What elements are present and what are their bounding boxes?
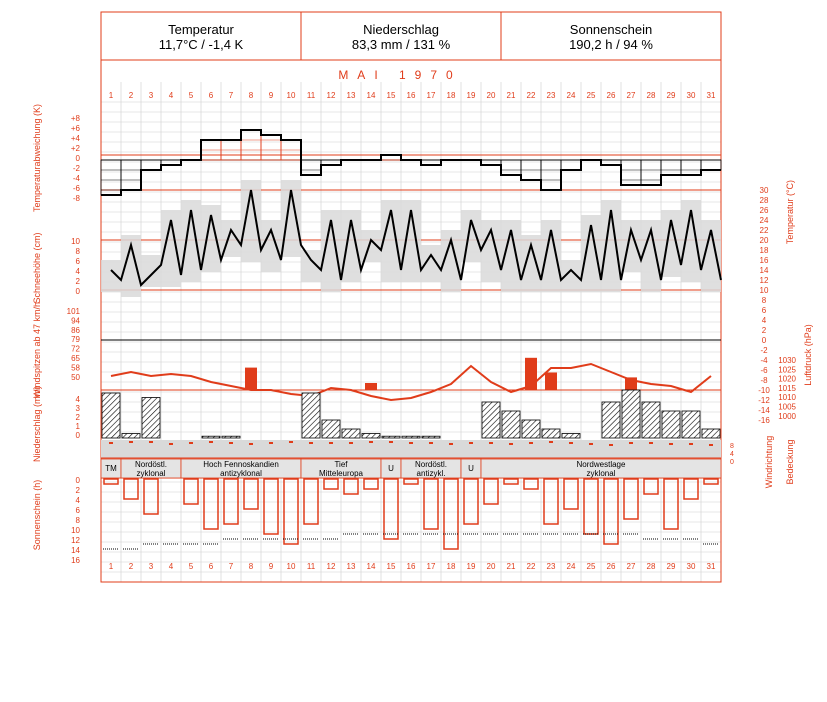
day-label-bottom: 7 [228,562,234,571]
temperature-tick: 14 [759,266,769,275]
day-label-top: 31 [706,91,716,100]
weather-type-label: Nordwestlage [576,460,626,469]
snow-tick: 10 [71,237,80,246]
temperature-label: Temperatur [168,22,234,37]
weather-type-label: Nordöstl. [414,460,448,469]
sunshine-bar [484,479,498,504]
snow-tick: 0 [75,287,80,296]
day-label-bottom: 20 [486,562,496,571]
sunshine-bar [524,479,538,489]
temperature-tick: -2 [760,346,768,355]
temperature-tick: 4 [761,316,767,325]
day-label-bottom: 9 [268,562,274,571]
day-label-bottom: 18 [446,562,456,571]
day-label-top: 4 [168,91,174,100]
day-label-top: 24 [566,91,576,100]
day-label-top: 2 [128,91,134,100]
precip-bar [682,411,700,438]
wind-tick: 101 [66,307,80,316]
day-label-bottom: 29 [666,562,676,571]
temp-dev-tick: +8 [70,114,80,123]
temp-dev-bar [641,160,661,185]
cloud-mark [349,442,353,444]
precip-bar [142,398,160,439]
sunshine-bar [104,479,118,484]
sun-tick: 12 [71,536,80,545]
day-label-bottom: 28 [646,562,656,571]
precip-bar [622,390,640,438]
temperature-tick: 30 [759,186,769,195]
temperature-tick: 26 [759,206,769,215]
day-label-bottom: 25 [586,562,596,571]
sunshine-bar [624,479,638,519]
snow-tick: 2 [75,277,80,286]
day-label-bottom: 27 [626,562,636,571]
cloud-mark [709,444,713,446]
temperature-tick: -8 [760,376,768,385]
precip-bar [202,436,220,438]
precip-bar [362,434,380,439]
day-label-top: 6 [208,91,214,100]
pressure-tick: 1030 [778,356,796,365]
day-label-bottom: 1 [108,562,114,571]
pressure-tick: 1015 [778,383,796,393]
day-label-top: 29 [666,91,676,100]
sunshine-bar [404,479,418,484]
temp-dev-bar [561,160,581,170]
temp-dev-bar [701,160,721,170]
day-label-top: 9 [268,91,274,100]
day-label-bottom: 30 [686,562,696,571]
cloud-mark [229,442,233,444]
precipitation-label: Niederschlag [363,22,439,37]
temperature-value: 11,7°C / -1,4 K [158,37,244,52]
temperature-tick: -6 [760,366,768,375]
sunshine-bar [664,479,678,529]
cloud-mark [369,441,373,443]
wind-tick: 94 [71,316,80,326]
day-label-top: 15 [386,91,396,100]
sunshine-bar [464,479,478,524]
temp-dev-tick: +2 [70,144,80,153]
day-label-top: 19 [466,91,476,100]
cloud-mark [549,441,553,443]
pressure-tick: 1000 [778,411,796,421]
precip-bar [642,402,660,438]
day-label-bottom: 31 [706,562,716,571]
day-label-top: 25 [586,91,596,100]
wind-gust-bar [525,358,537,390]
precip-tick: 1 [75,422,80,431]
day-label-top: 14 [366,91,376,100]
sun-tick: 8 [75,516,80,525]
wind-dir-axis-label: Windrichtung [764,435,774,489]
precip-bar [422,436,440,438]
temperature-tick: -4 [760,356,768,365]
day-label-top: 11 [306,91,316,100]
day-label-top: 17 [426,91,436,100]
precipitation-value: 83,3 mm / 131 % [351,37,451,52]
day-label-top: 21 [506,91,516,100]
snow-axis-label: Schneehöhe (cm) [32,232,42,304]
weather-type-sublabel: zyklonal [586,469,616,478]
day-label-top: 5 [188,91,194,100]
day-label-top: 20 [486,91,496,100]
temperature-tick: 20 [759,236,769,245]
sunshine-bar [424,479,438,529]
temp-dev-line [101,130,721,195]
precip-tick: 2 [75,413,80,422]
cloud-mark [269,442,273,444]
precip-bar [662,411,680,438]
sunshine-bar [304,479,318,524]
wind-tick: 50 [71,372,80,382]
precip-bar [562,434,580,439]
precip-bar [302,393,320,438]
precip-axis-label: Niederschlag (mm) [32,385,42,463]
cloud-mark [109,442,113,444]
precip-tick: 4 [75,395,80,404]
sunshine-bar [384,479,398,539]
pressure-tick: 1005 [778,402,796,412]
wind-tick: 58 [71,363,80,373]
day-label-top: 7 [228,91,234,100]
day-label-bottom: 12 [326,562,336,571]
pressure-tick: 1010 [778,393,796,403]
day-label-bottom: 13 [346,562,356,571]
day-label-bottom: 8 [248,562,254,571]
sunshine-bar [704,479,718,484]
day-label-top: 1 [108,91,114,100]
cloud-mark [129,441,133,443]
temp-dev-tick: -8 [72,194,80,203]
sunshine-bar [364,479,378,489]
sun-tick: 16 [71,556,80,565]
sunshine-bar [504,479,518,484]
cloud-tick: 4 [730,451,734,458]
day-label-bottom: 21 [506,562,516,571]
day-label-bottom: 22 [526,562,536,571]
temp-dev-tick: +6 [70,124,80,133]
cloud-tick: 0 [730,459,734,466]
day-label-top: 12 [326,91,336,100]
day-label-bottom: 5 [188,562,194,571]
wind-axis-label: Windspitzen ab 47 km/h [32,301,42,399]
temperature-tick: -16 [758,416,770,425]
weather-type-sublabel: antizykl. [416,469,446,478]
precip-bar [502,411,520,438]
temp-dev-tick: 0 [75,154,80,163]
cloud-mark [629,442,633,444]
cloud-mark [649,442,653,444]
day-label-top: 26 [606,91,616,100]
day-label-bottom: 19 [466,562,476,571]
day-label-bottom: 10 [286,562,296,571]
cloud-mark [589,443,593,445]
month-title: MAI 1970 [338,68,462,82]
temperature-tick: -10 [758,386,770,395]
wind-gust-bar [625,377,637,390]
temperature-tick: 28 [759,196,769,205]
cloud-mark [189,442,193,444]
day-label-top: 30 [686,91,696,100]
sunshine-bar [544,479,558,524]
temp-dev-tick: -4 [72,174,80,183]
temperature-tick: 24 [759,216,769,225]
temperature-tick: 18 [759,246,769,255]
weather-type-sublabel: zyklonal [136,469,166,478]
temp-dev-tick: +4 [70,134,80,143]
cloud-mark [469,442,473,444]
cloud-mark [289,441,293,443]
sunshine-bar [204,479,218,529]
temp-dev-bar [621,160,641,185]
temperature-tick: 6 [761,306,767,315]
cloud-mark [689,443,693,445]
cloud-mark [209,441,213,443]
sunshine-bar [324,479,338,489]
day-label-bottom: 3 [148,562,154,571]
temperature-tick: 10 [759,286,769,295]
precip-tick: 3 [75,404,80,413]
sunshine-bar [184,479,198,504]
day-label-bottom: 17 [426,562,436,571]
sunshine-bar [284,479,298,544]
precip-bar [542,429,560,438]
weather-type-sublabel: antizyklonal [220,469,262,478]
day-label-top: 3 [148,91,154,100]
temperature-tick: -12 [758,396,770,405]
temp-deviation-axis-label: Temperaturabweichung (K) [32,103,42,213]
precip-bar [102,393,120,438]
day-label-bottom: 24 [566,562,576,571]
sun-tick: 14 [71,546,80,555]
snow-tick: 4 [75,267,80,276]
day-label-bottom: 14 [366,562,376,571]
precip-bar [222,436,240,438]
day-label-top: 22 [526,91,536,100]
day-label-bottom: 11 [306,562,316,571]
precip-bar [342,429,360,438]
cloud-mark [489,442,493,444]
precip-bar [122,434,140,439]
cloud-mark [309,442,313,444]
wind-gust-bar [545,373,557,391]
sunshine-bar [564,479,578,509]
day-label-top: 13 [346,91,356,100]
cloud-mark [149,441,153,443]
day-label-bottom: 26 [606,562,616,571]
temp-range-bar [461,210,481,262]
day-label-top: 23 [546,91,556,100]
precip-bar [522,420,540,438]
day-label-bottom: 16 [406,562,416,571]
weather-type-sublabel: Mitteleuropa [318,469,364,478]
precip-bar [602,402,620,438]
snow-tick: 6 [75,257,80,266]
sun-axis-label: Sonnenschein (h) [32,479,42,551]
wind-tick: 86 [71,325,80,335]
sun-tick: 10 [71,526,80,535]
day-label-top: 10 [286,91,296,100]
temperature-tick: 8 [761,296,767,305]
temp-range-bar [421,245,441,282]
cloud-mark [329,442,333,444]
day-label-bottom: 6 [208,562,214,571]
wind-tick: 65 [71,354,80,363]
sunshine-label: Sonnenschein [569,22,653,37]
temperature-tick: 22 [759,226,769,235]
sun-tick: 2 [75,486,80,495]
weather-type-label: U [468,464,474,473]
day-label-top: 18 [446,91,456,100]
cloud-mark [569,442,573,444]
temp-dev-bar [261,135,281,160]
temp-dev-bar [121,160,141,190]
sunshine-value: 190,2 h / 94 % [569,37,653,52]
pressure-tick: 1020 [778,374,796,384]
cloud-axis-label: Bedeckung [785,439,795,485]
cloud-mark [529,442,533,444]
pressure-axis-label: Luftdruck (hPa) [803,324,813,386]
day-label-top: 16 [406,91,416,100]
sun-tick: 4 [75,496,80,505]
temp-dev-bar [541,160,561,190]
precip-bar [402,436,420,438]
temperature-tick: 2 [761,326,767,335]
cloud-mark [169,443,173,445]
temp-dev-bar [141,160,161,170]
wind-gust-bar [365,383,377,390]
day-label-top: 8 [248,91,254,100]
cloud-mark [509,443,513,445]
temperature-axis-label: Temperatur (°C) [785,179,795,245]
cloud-mark [409,442,413,444]
sunshine-bar [144,479,158,514]
day-label-top: 28 [646,91,656,100]
weather-type-label: TM [105,464,117,473]
cloud-tick: 8 [730,443,734,450]
day-label-bottom: 23 [546,562,556,571]
wind-tick: 79 [71,335,80,345]
sun-tick: 6 [75,506,80,515]
precip-tick: 0 [75,431,80,440]
wind-gust-bar [245,368,257,390]
sunshine-bar [584,479,598,534]
cloud-mark [669,443,673,445]
day-label-bottom: 2 [128,562,134,571]
temperature-tick: -14 [758,406,770,415]
precip-bar [482,402,500,438]
cloud-mark [389,441,393,443]
snow-tick: 8 [75,247,80,256]
sunshine-bar [264,479,278,534]
cloud-mark [249,443,253,445]
wind-tick: 72 [71,344,80,354]
sunshine-bar [224,479,238,524]
sun-tick: 0 [75,476,80,485]
weather-type-label: Tief [334,460,348,469]
precip-bar [702,429,720,438]
sunshine-bar [444,479,458,549]
precip-bar [382,436,400,438]
temp-dev-tick: -6 [72,184,80,193]
weather-type-label: U [388,464,394,473]
temperature-tick: 16 [759,256,769,265]
cloud-mark [449,443,453,445]
precip-bar [322,420,340,438]
temp-dev-tick: -2 [72,164,80,173]
weather-type-label: Nordöstl. [134,460,168,469]
day-label-bottom: 15 [386,562,396,571]
cloud-mark [609,444,613,446]
pressure-tick: 1025 [778,365,796,375]
sunshine-bar [244,479,258,509]
temperature-tick: 12 [759,276,769,285]
day-label-top: 27 [626,91,636,100]
day-label-bottom: 4 [168,562,174,571]
weather-type-label: Hoch Fennoskandien [203,460,279,469]
temperature-tick: 0 [761,336,767,345]
cloud-mark [429,442,433,444]
